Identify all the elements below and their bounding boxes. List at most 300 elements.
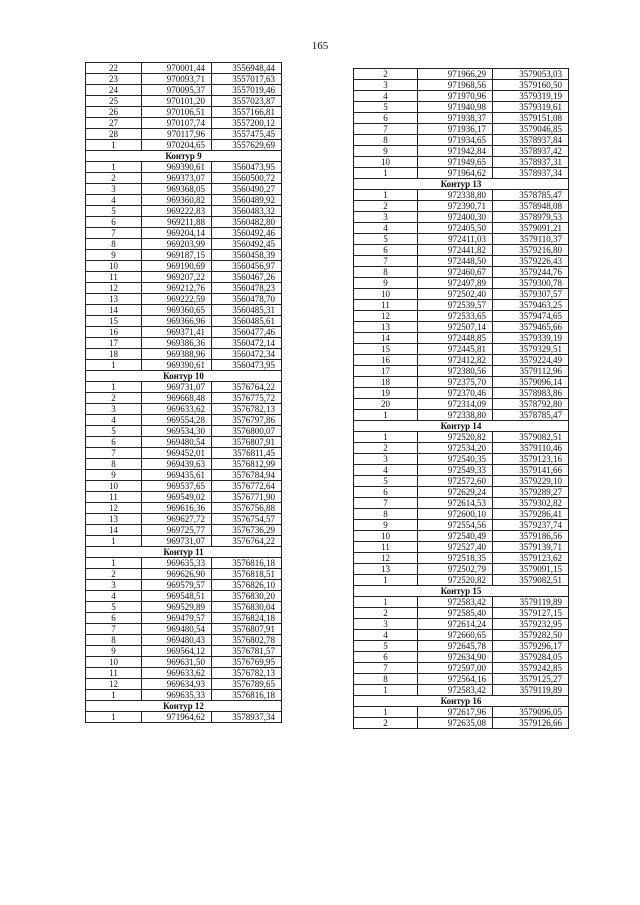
y-coordinate-cell: 3579307,57: [493, 289, 569, 300]
table-row: [354, 190, 569, 201]
point-number-cell: 10: [354, 531, 418, 542]
point-number-cell: 14: [354, 333, 418, 344]
table-row: [86, 316, 282, 327]
x-coordinate-cell: 971940,98: [418, 102, 493, 113]
table-row: [86, 327, 282, 338]
point-number-cell: 12: [354, 311, 418, 322]
table-row: [86, 646, 282, 657]
table-row: [354, 135, 569, 146]
point-number-cell: 5: [86, 602, 142, 613]
y-coordinate-cell: 3578937,31: [493, 157, 569, 168]
point-number-cell: 14: [86, 305, 142, 316]
y-coordinate-cell: 3576826,10: [212, 580, 282, 591]
x-coordinate-cell: 969452,01: [142, 448, 212, 459]
table-row: [354, 333, 569, 344]
x-coordinate-cell: 969207,22: [142, 272, 212, 283]
point-number-cell: 8: [354, 674, 418, 685]
point-number-cell: 5: [354, 476, 418, 487]
table-row: [86, 426, 282, 437]
point-number-cell: 1: [354, 168, 418, 179]
point-number-cell: 8: [354, 267, 418, 278]
table-row: [354, 619, 569, 630]
table-row: [354, 388, 569, 399]
y-coordinate-cell: 3560485,61: [212, 316, 282, 327]
point-number-cell: 16: [86, 327, 142, 338]
y-coordinate-cell: 3578785,47: [493, 410, 569, 421]
y-coordinate-cell: 3576824,18: [212, 613, 282, 624]
point-number-cell: 2: [86, 569, 142, 580]
x-coordinate-cell: 970204,65: [142, 140, 212, 151]
table-row: [354, 575, 569, 586]
x-coordinate-cell: 972572,60: [418, 476, 493, 487]
contour-header-row: [354, 421, 569, 432]
table-row: [354, 476, 569, 487]
point-number-cell: 12: [86, 283, 142, 294]
y-coordinate-cell: 3560485,31: [212, 305, 282, 316]
x-coordinate-cell: 969634,93: [142, 679, 212, 690]
y-coordinate-cell: 3579125,27: [493, 674, 569, 685]
table-row: [354, 630, 569, 641]
table-row: [86, 107, 282, 118]
point-number-cell: 11: [86, 492, 142, 503]
table-row: [354, 553, 569, 564]
y-coordinate-cell: 3576802,78: [212, 635, 282, 646]
x-coordinate-cell: 972338,80: [418, 410, 493, 421]
table-row: [86, 712, 282, 723]
table-row: [86, 63, 282, 74]
y-coordinate-cell: 3576782,13: [212, 668, 282, 679]
table-row: [86, 558, 282, 569]
table-row: [354, 718, 569, 729]
x-coordinate-cell: 969554,28: [142, 415, 212, 426]
point-number-cell: 7: [86, 228, 142, 239]
table-row: [354, 663, 569, 674]
table-row: [354, 223, 569, 234]
y-coordinate-cell: 3579160,50: [493, 80, 569, 91]
y-coordinate-cell: 3579119,89: [493, 685, 569, 696]
y-coordinate-cell: 3576830,04: [212, 602, 282, 613]
y-coordinate-cell: 3576764,22: [212, 382, 282, 393]
point-number-cell: 2: [354, 201, 418, 212]
x-coordinate-cell: 969731,07: [142, 536, 212, 547]
table-row: [354, 146, 569, 157]
point-number-cell: 2: [354, 69, 418, 80]
x-coordinate-cell: 969204,14: [142, 228, 212, 239]
point-number-cell: 6: [354, 113, 418, 124]
y-coordinate-cell: 3557475,45: [212, 129, 282, 140]
y-coordinate-cell: 3579127,15: [493, 608, 569, 619]
point-number-cell: 8: [86, 459, 142, 470]
point-number-cell: 13: [354, 322, 418, 333]
y-coordinate-cell: 3576830,20: [212, 591, 282, 602]
table-row: [354, 399, 569, 410]
point-number-cell: 8: [354, 135, 418, 146]
x-coordinate-cell: 969368,05: [142, 184, 212, 195]
contour-title: Контур 12: [86, 701, 282, 712]
point-number-cell: 3: [86, 184, 142, 195]
y-coordinate-cell: 3576782,13: [212, 404, 282, 415]
y-coordinate-cell: 3576781,57: [212, 646, 282, 657]
x-coordinate-cell: 970095,37: [142, 85, 212, 96]
x-coordinate-cell: 972635,08: [418, 718, 493, 729]
y-coordinate-cell: 3578979,53: [493, 212, 569, 223]
table-row: [354, 267, 569, 278]
y-coordinate-cell: 3557023,87: [212, 96, 282, 107]
point-number-cell: 8: [86, 239, 142, 250]
table-row: [354, 542, 569, 553]
y-coordinate-cell: 3576807,91: [212, 437, 282, 448]
table-row: [354, 454, 569, 465]
table-row: [354, 245, 569, 256]
y-coordinate-cell: 3579139,71: [493, 542, 569, 553]
x-coordinate-cell: 969480,54: [142, 437, 212, 448]
point-number-cell: 18: [354, 377, 418, 388]
y-coordinate-cell: 3576769,95: [212, 657, 282, 668]
table-row: [86, 96, 282, 107]
y-coordinate-cell: 3576807,91: [212, 624, 282, 635]
table-row: [86, 393, 282, 404]
table-row: [86, 404, 282, 415]
point-number-cell: 6: [86, 217, 142, 228]
y-coordinate-cell: 3576818,51: [212, 569, 282, 580]
x-coordinate-cell: 972533,65: [418, 311, 493, 322]
y-coordinate-cell: 3579289,27: [493, 487, 569, 498]
y-coordinate-cell: 3579053,03: [493, 69, 569, 80]
point-number-cell: 11: [354, 542, 418, 553]
x-coordinate-cell: 969360,65: [142, 305, 212, 316]
y-coordinate-cell: 3560492,46: [212, 228, 282, 239]
table-row: [86, 195, 282, 206]
x-coordinate-cell: 969479,57: [142, 613, 212, 624]
x-coordinate-cell: 972502,79: [418, 564, 493, 575]
point-number-cell: 4: [86, 415, 142, 426]
x-coordinate-cell: 972497,89: [418, 278, 493, 289]
point-number-cell: 9: [86, 470, 142, 481]
x-coordinate-cell: 969631,50: [142, 657, 212, 668]
point-number-cell: 17: [354, 366, 418, 377]
x-coordinate-cell: 969212,76: [142, 283, 212, 294]
y-coordinate-cell: 3560456,97: [212, 261, 282, 272]
x-coordinate-cell: 972600,10: [418, 509, 493, 520]
contour-title: Контур 13: [354, 179, 569, 190]
x-coordinate-cell: 972539,57: [418, 300, 493, 311]
table-row: [86, 184, 282, 195]
y-coordinate-cell: 3576800,07: [212, 426, 282, 437]
y-coordinate-cell: 3579046,85: [493, 124, 569, 135]
table-row: [86, 525, 282, 536]
x-coordinate-cell: 971949,65: [418, 157, 493, 168]
x-coordinate-cell: 972441,82: [418, 245, 493, 256]
table-row: [86, 613, 282, 624]
table-row: [354, 212, 569, 223]
point-number-cell: 2: [86, 393, 142, 404]
y-coordinate-cell: 3579463,25: [493, 300, 569, 311]
x-coordinate-cell: 972583,42: [418, 685, 493, 696]
contour-title: Контур 10: [86, 371, 282, 382]
y-coordinate-cell: 3576772,64: [212, 481, 282, 492]
table-row: [86, 140, 282, 151]
table-row: [354, 91, 569, 102]
y-coordinate-cell: 3560490,27: [212, 184, 282, 195]
point-number-cell: 1: [86, 558, 142, 569]
point-number-cell: 8: [86, 635, 142, 646]
table-row: [86, 503, 282, 514]
point-number-cell: 11: [86, 668, 142, 679]
point-number-cell: 1: [86, 690, 142, 701]
point-number-cell: 10: [86, 657, 142, 668]
y-coordinate-cell: 3560477,46: [212, 327, 282, 338]
y-coordinate-cell: 3557019,46: [212, 85, 282, 96]
x-coordinate-cell: 972534,20: [418, 443, 493, 454]
y-coordinate-cell: 3576754,57: [212, 514, 282, 525]
table-row: [354, 520, 569, 531]
x-coordinate-cell: 972314,09: [418, 399, 493, 410]
point-number-cell: 11: [86, 272, 142, 283]
x-coordinate-cell: 972634,90: [418, 652, 493, 663]
x-coordinate-cell: 969435,61: [142, 470, 212, 481]
point-number-cell: 1: [86, 536, 142, 547]
table-row: [86, 415, 282, 426]
x-coordinate-cell: 969534,30: [142, 426, 212, 437]
y-coordinate-cell: 3576736,29: [212, 525, 282, 536]
point-number-cell: 6: [86, 437, 142, 448]
point-number-cell: 4: [354, 465, 418, 476]
table-row: [86, 569, 282, 580]
point-number-cell: 10: [354, 289, 418, 300]
y-coordinate-cell: 3579186,56: [493, 531, 569, 542]
point-number-cell: 11: [354, 300, 418, 311]
table-row: [354, 487, 569, 498]
point-number-cell: 5: [86, 426, 142, 437]
y-coordinate-cell: 3579244,76: [493, 267, 569, 278]
x-coordinate-cell: 971970,96: [418, 91, 493, 102]
point-number-cell: 1: [86, 162, 142, 173]
x-coordinate-cell: 972445,81: [418, 344, 493, 355]
x-coordinate-cell: 972502,40: [418, 289, 493, 300]
table-row: [354, 102, 569, 113]
table-row: [86, 437, 282, 448]
point-number-cell: 1: [354, 410, 418, 421]
y-coordinate-cell: 3579319,19: [493, 91, 569, 102]
x-coordinate-cell: 972527,40: [418, 542, 493, 553]
table-row: [86, 129, 282, 140]
x-coordinate-cell: 970101,20: [142, 96, 212, 107]
table-row: [86, 239, 282, 250]
y-coordinate-cell: 3579237,74: [493, 520, 569, 531]
y-coordinate-cell: 3579141,66: [493, 465, 569, 476]
y-coordinate-cell: 3579110,46: [493, 443, 569, 454]
y-coordinate-cell: 3579286,41: [493, 509, 569, 520]
y-coordinate-cell: 3560478,70: [212, 294, 282, 305]
point-number-cell: 12: [354, 553, 418, 564]
point-number-cell: 23: [86, 74, 142, 85]
y-coordinate-cell: 3576816,18: [212, 558, 282, 569]
y-coordinate-cell: 3579082,51: [493, 575, 569, 586]
x-coordinate-cell: 969390,61: [142, 360, 212, 371]
y-coordinate-cell: 3576784,94: [212, 470, 282, 481]
y-coordinate-cell: 3578937,84: [493, 135, 569, 146]
point-number-cell: 1: [86, 360, 142, 371]
y-coordinate-cell: 3576797,86: [212, 415, 282, 426]
y-coordinate-cell: 3576811,45: [212, 448, 282, 459]
x-coordinate-cell: 969386,36: [142, 338, 212, 349]
y-coordinate-cell: 3578937,34: [212, 712, 282, 723]
contour-title: Контур 11: [86, 547, 282, 558]
x-coordinate-cell: 969388,96: [142, 349, 212, 360]
x-coordinate-cell: 969203,99: [142, 239, 212, 250]
table-row: [354, 674, 569, 685]
x-coordinate-cell: 972405,50: [418, 223, 493, 234]
table-row: [86, 448, 282, 459]
point-number-cell: 20: [354, 399, 418, 410]
point-number-cell: 2: [354, 718, 418, 729]
x-coordinate-cell: 971938,37: [418, 113, 493, 124]
table-row: [86, 305, 282, 316]
x-coordinate-cell: 969626,90: [142, 569, 212, 580]
y-coordinate-cell: 3579226,43: [493, 256, 569, 267]
point-number-cell: 1: [354, 575, 418, 586]
point-number-cell: 3: [86, 580, 142, 591]
y-coordinate-cell: 3579465,66: [493, 322, 569, 333]
point-number-cell: 3: [354, 619, 418, 630]
point-number-cell: 13: [86, 294, 142, 305]
point-number-cell: 4: [86, 195, 142, 206]
y-coordinate-cell: 3578785,47: [493, 190, 569, 201]
x-coordinate-cell: 972549,33: [418, 465, 493, 476]
y-coordinate-cell: 3560483,32: [212, 206, 282, 217]
table-row: [354, 443, 569, 454]
table-row: [86, 294, 282, 305]
x-coordinate-cell: 971934,65: [418, 135, 493, 146]
x-coordinate-cell: 969725,77: [142, 525, 212, 536]
table-row: [354, 256, 569, 267]
point-number-cell: 3: [86, 404, 142, 415]
point-number-cell: 9: [86, 250, 142, 261]
point-number-cell: 7: [86, 624, 142, 635]
point-number-cell: 2: [354, 608, 418, 619]
x-coordinate-cell: 972411,03: [418, 234, 493, 245]
y-coordinate-cell: 3557017,63: [212, 74, 282, 85]
y-coordinate-cell: 3579119,89: [493, 597, 569, 608]
y-coordinate-cell: 3579091,15: [493, 564, 569, 575]
table-row: [354, 124, 569, 135]
y-coordinate-cell: 3579096,14: [493, 377, 569, 388]
x-coordinate-cell: 971968,56: [418, 80, 493, 91]
table-row: [354, 113, 569, 124]
table-row: [86, 481, 282, 492]
y-coordinate-cell: 3576771,90: [212, 492, 282, 503]
x-coordinate-cell: 972629,24: [418, 487, 493, 498]
y-coordinate-cell: 3579242,85: [493, 663, 569, 674]
table-row: [354, 597, 569, 608]
point-number-cell: 1: [354, 190, 418, 201]
x-coordinate-cell: 969564,12: [142, 646, 212, 657]
contour-header-row: [86, 151, 282, 162]
x-coordinate-cell: 972614,24: [418, 619, 493, 630]
y-coordinate-cell: 3578937,34: [493, 168, 569, 179]
point-number-cell: 18: [86, 349, 142, 360]
y-coordinate-cell: 3578948,08: [493, 201, 569, 212]
x-coordinate-cell: 972375,70: [418, 377, 493, 388]
table-row: [86, 217, 282, 228]
table-row: [86, 162, 282, 173]
point-number-cell: 1: [354, 685, 418, 696]
table-row: [86, 118, 282, 129]
table-row: [354, 168, 569, 179]
table-row: [354, 498, 569, 509]
point-number-cell: 27: [86, 118, 142, 129]
point-number-cell: 7: [354, 256, 418, 267]
y-coordinate-cell: 3579082,51: [493, 432, 569, 443]
y-coordinate-cell: 3576812,99: [212, 459, 282, 470]
y-coordinate-cell: 3579216,80: [493, 245, 569, 256]
x-coordinate-cell: 972564,16: [418, 674, 493, 685]
point-number-cell: 9: [354, 520, 418, 531]
y-coordinate-cell: 3579300,78: [493, 278, 569, 289]
x-coordinate-cell: 972448,50: [418, 256, 493, 267]
point-number-cell: 13: [86, 514, 142, 525]
y-coordinate-cell: 3578792,80: [493, 399, 569, 410]
point-number-cell: 7: [354, 498, 418, 509]
y-coordinate-cell: 3557200,12: [212, 118, 282, 129]
x-coordinate-cell: 969548,51: [142, 591, 212, 602]
x-coordinate-cell: 972645,78: [418, 641, 493, 652]
y-coordinate-cell: 3560489,92: [212, 195, 282, 206]
table-row: [354, 465, 569, 476]
point-number-cell: 1: [86, 712, 142, 723]
y-coordinate-cell: 3576764,22: [212, 536, 282, 547]
x-coordinate-cell: 972583,42: [418, 597, 493, 608]
y-coordinate-cell: 3579110,37: [493, 234, 569, 245]
x-coordinate-cell: 970093,71: [142, 74, 212, 85]
table-row: [354, 410, 569, 421]
y-coordinate-cell: 3579284,05: [493, 652, 569, 663]
point-number-cell: 25: [86, 96, 142, 107]
point-number-cell: 5: [354, 102, 418, 113]
table-row: [354, 234, 569, 245]
x-coordinate-cell: 969633,62: [142, 404, 212, 415]
contour-header-row: [354, 179, 569, 190]
point-number-cell: 28: [86, 129, 142, 140]
table-row: [354, 432, 569, 443]
point-number-cell: 5: [354, 641, 418, 652]
table-row: [354, 80, 569, 91]
table-row: [354, 685, 569, 696]
x-coordinate-cell: 969549,02: [142, 492, 212, 503]
point-number-cell: 15: [354, 344, 418, 355]
point-number-cell: 6: [86, 613, 142, 624]
contour-header-row: [86, 547, 282, 558]
table-row: [354, 608, 569, 619]
table-row: [354, 322, 569, 333]
point-number-cell: 5: [354, 234, 418, 245]
x-coordinate-cell: 969439,63: [142, 459, 212, 470]
coordinates-table-left: [85, 62, 282, 723]
table-row: [354, 652, 569, 663]
x-coordinate-cell: 969390,61: [142, 162, 212, 173]
contour-title: Контур 9: [86, 151, 282, 162]
contour-header-row: [354, 696, 569, 707]
page-number: 165: [311, 40, 329, 52]
x-coordinate-cell: 972370,46: [418, 388, 493, 399]
contour-header-row: [86, 701, 282, 712]
x-coordinate-cell: 972507,14: [418, 322, 493, 333]
x-coordinate-cell: 969222,59: [142, 294, 212, 305]
x-coordinate-cell: 969537,65: [142, 481, 212, 492]
table-row: [86, 591, 282, 602]
point-number-cell: 17: [86, 338, 142, 349]
x-coordinate-cell: 972540,35: [418, 454, 493, 465]
